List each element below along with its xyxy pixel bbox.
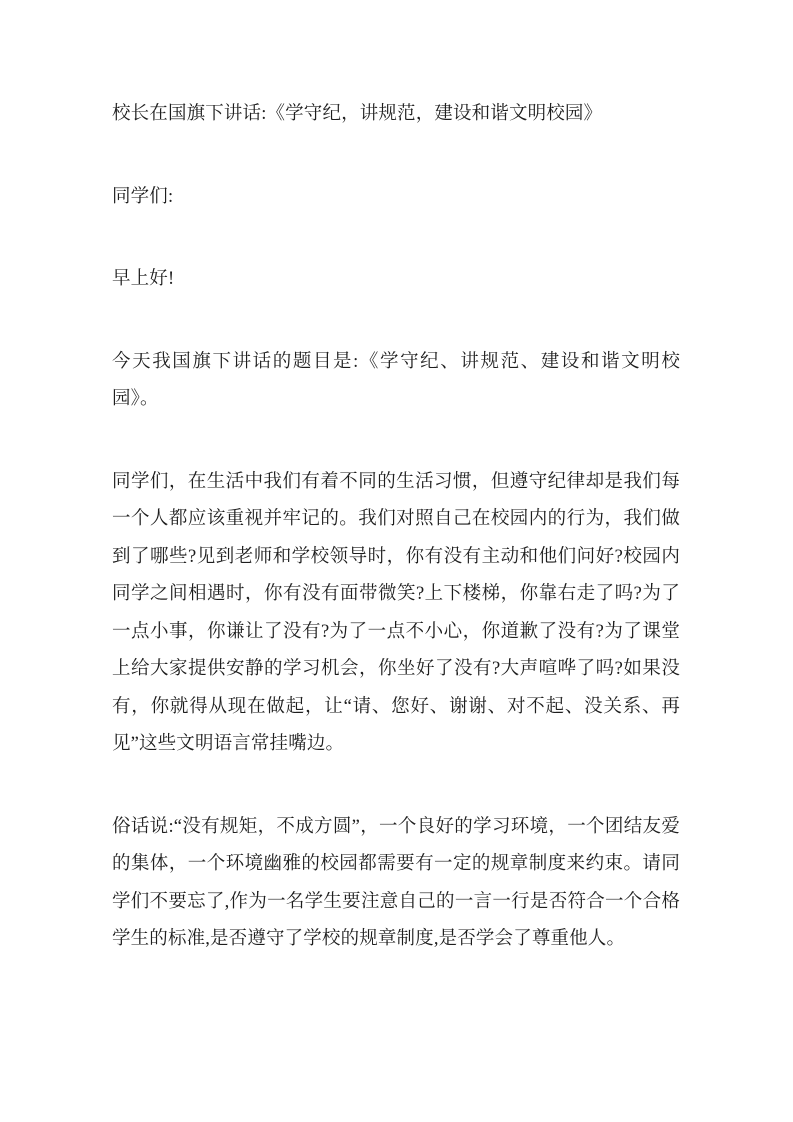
document-title: 校长在国旗下讲话:《学守纪，讲规范，建设和谐文明校园》 [112, 104, 603, 124]
body-paragraph-1: 同学们，在生活中我们有着不同的生活习惯，但遵守纪律却是我们每一个人都应该重视并牢记的。我们对照自己在校园内的行为，我们做到了哪些?见到老师和学校领导时，你有没有主动和他们问好?校园内同学之间相遇时，你有没有面带微笑?上下楼梯，你靠右走了吗?为了一点小事，你谦让了没有?为了一点不小心，你道歉了没有?为了课堂上给大家提供安静的学习机会，你坐好了没有?大声喧哗了吗?如果没有，你就得从现在做起，让“请、您好、谢谢、对不起、没关系、再见”这些文明语言常挂嘴边。 [112, 471, 680, 754]
topic-line: 今天我国旗下讲话的题目是:《学守纪、讲规范、建设和谐文明校园》。 [112, 351, 680, 409]
document-body [112, 96, 680, 959]
salutation-line: 同学们: [112, 186, 174, 207]
greeting-line: 早上好! [112, 269, 175, 289]
body-paragraph-2: 俗话说:“没有规矩，不成方圆”，一个良好的学习环境，一个团结友爱的集体，一个环境幽雅的校园都需要有一定的规章制度来约束。请同学们不要忘了,作为一名学生要注意自己的一言一行是否符合一个合格学生的标准,是否遵守了学校的规章制度,是否学会了尊重他人。 [112, 816, 680, 949]
